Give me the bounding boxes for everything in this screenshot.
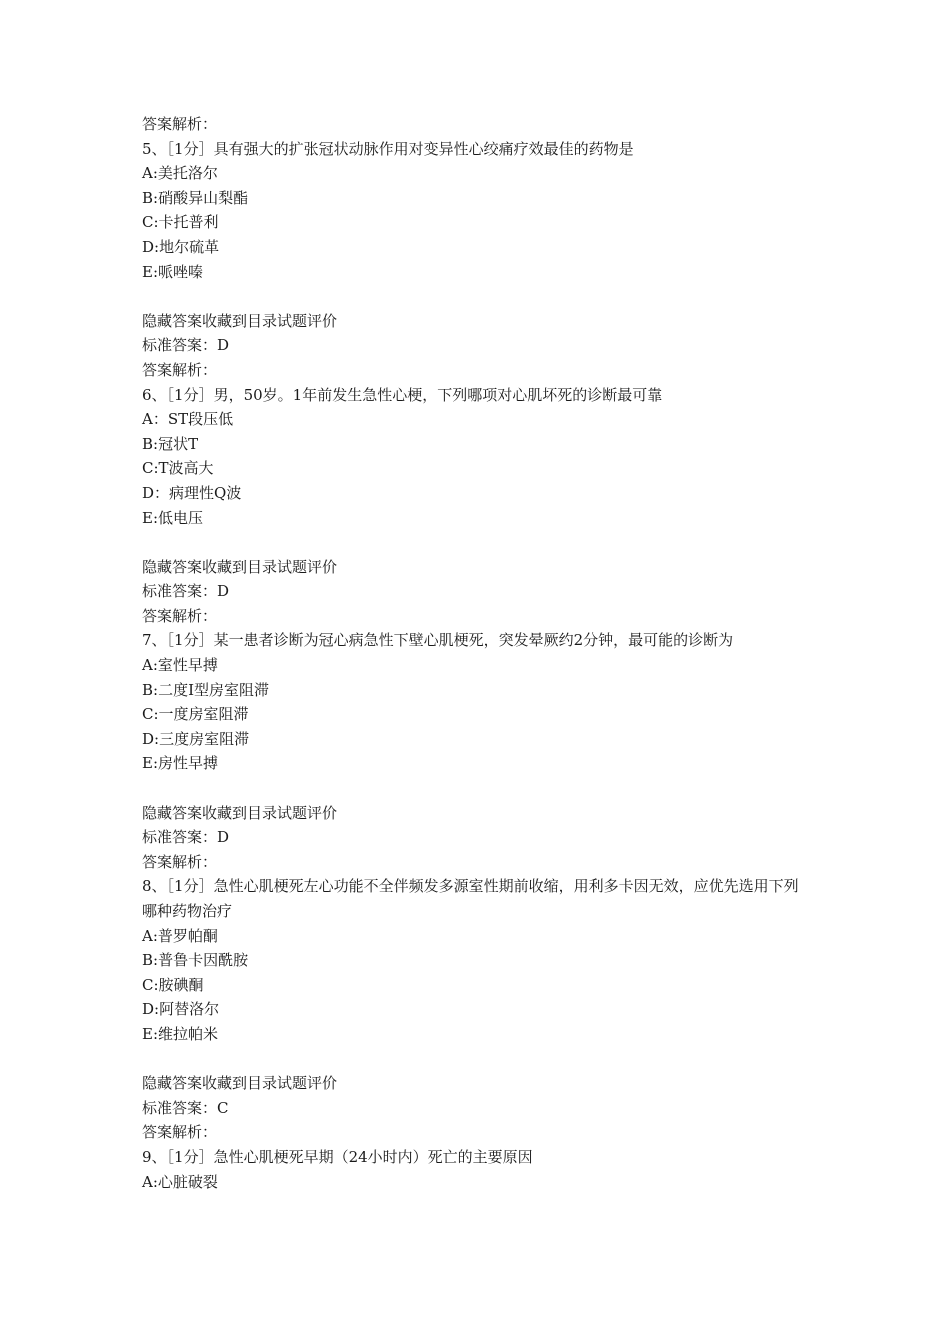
option-e: E:维拉帕米 bbox=[142, 1024, 219, 1043]
option-a: A:美托洛尔 bbox=[142, 164, 218, 183]
option-a: A:心脏破裂 bbox=[142, 1172, 218, 1191]
analysis-label: 答案解析： bbox=[142, 360, 218, 379]
analysis-label: 答案解析： bbox=[142, 1123, 218, 1142]
analysis-label: 答案解析： bbox=[142, 606, 218, 625]
option-b: B:二度Ⅰ型房室阻滞 bbox=[142, 680, 270, 699]
option-c: C:卡托普利 bbox=[142, 213, 219, 232]
question-block bbox=[142, 1145, 810, 1194]
option-d: D:阿替洛尔 bbox=[142, 1000, 220, 1019]
analysis-label: 答案解析： bbox=[142, 852, 218, 871]
standard-answer: 标准答案：C bbox=[142, 1098, 229, 1117]
document-page bbox=[142, 112, 810, 1194]
option-e: E:哌唑嗪 bbox=[142, 262, 204, 281]
option-d: D：病理性Q波 bbox=[142, 483, 242, 502]
option-c: C:T波高大 bbox=[142, 459, 214, 478]
question-actions[interactable]: 隐藏答案收藏到目录试题评价 bbox=[142, 803, 338, 822]
option-e: E:低电压 bbox=[142, 508, 204, 527]
question-text: 8、［1分］急性心肌梗死左心功能不全伴频发多源室性期前收缩，用利多卡因无效，应优先选用下列哪种药物治疗 bbox=[142, 877, 799, 920]
question-actions[interactable]: 隐藏答案收藏到目录试题评价 bbox=[142, 557, 338, 576]
spacer bbox=[142, 284, 810, 309]
question-text: 6、［1分］男，50岁。1年前发生急性心梗，下列哪项对心肌坏死的诊断最可靠 bbox=[142, 385, 663, 404]
option-d: D:地尔硫革 bbox=[142, 237, 220, 256]
question-actions[interactable]: 隐藏答案收藏到目录试题评价 bbox=[142, 1074, 338, 1093]
option-c: C:胺碘酮 bbox=[142, 975, 204, 994]
question-text: 7、［1分］某一患者诊断为冠心病急性下壁心肌梗死，突发晕厥约2分钟，最可能的诊断为 bbox=[142, 631, 734, 650]
option-b: B:硝酸异山梨酯 bbox=[142, 188, 249, 207]
option-a: A:普罗帕酮 bbox=[142, 926, 218, 945]
spacer bbox=[142, 1047, 810, 1072]
question-block bbox=[142, 137, 810, 383]
option-a: A:室性早搏 bbox=[142, 656, 218, 675]
analysis-label: 答案解析： bbox=[142, 115, 218, 133]
option-c: C:一度房室阻滞 bbox=[142, 705, 249, 724]
question-block bbox=[142, 874, 810, 1145]
spacer bbox=[142, 530, 810, 555]
standard-answer: 标准答案：D bbox=[142, 336, 230, 355]
option-d: D:三度房室阻滞 bbox=[142, 729, 250, 748]
question-text: 5、［1分］具有强大的扩张冠状动脉作用对变异性心绞痛疗效最佳的药物是 bbox=[142, 139, 634, 158]
option-e: E:房性早搏 bbox=[142, 754, 219, 773]
question-actions[interactable]: 隐藏答案收藏到目录试题评价 bbox=[142, 311, 338, 330]
question-text: 9、［1分］急性心肌梗死早期（24小时内）死亡的主要原因 bbox=[142, 1147, 533, 1166]
option-b: B:普鲁卡因酰胺 bbox=[142, 951, 249, 970]
standard-answer: 标准答案：D bbox=[142, 582, 230, 601]
question-block bbox=[142, 628, 810, 874]
option-b: B:冠状T bbox=[142, 434, 199, 453]
spacer bbox=[142, 776, 810, 801]
standard-answer: 标准答案：D bbox=[142, 828, 230, 847]
option-a: A：ST段压低 bbox=[142, 410, 234, 429]
question-block bbox=[142, 383, 810, 629]
